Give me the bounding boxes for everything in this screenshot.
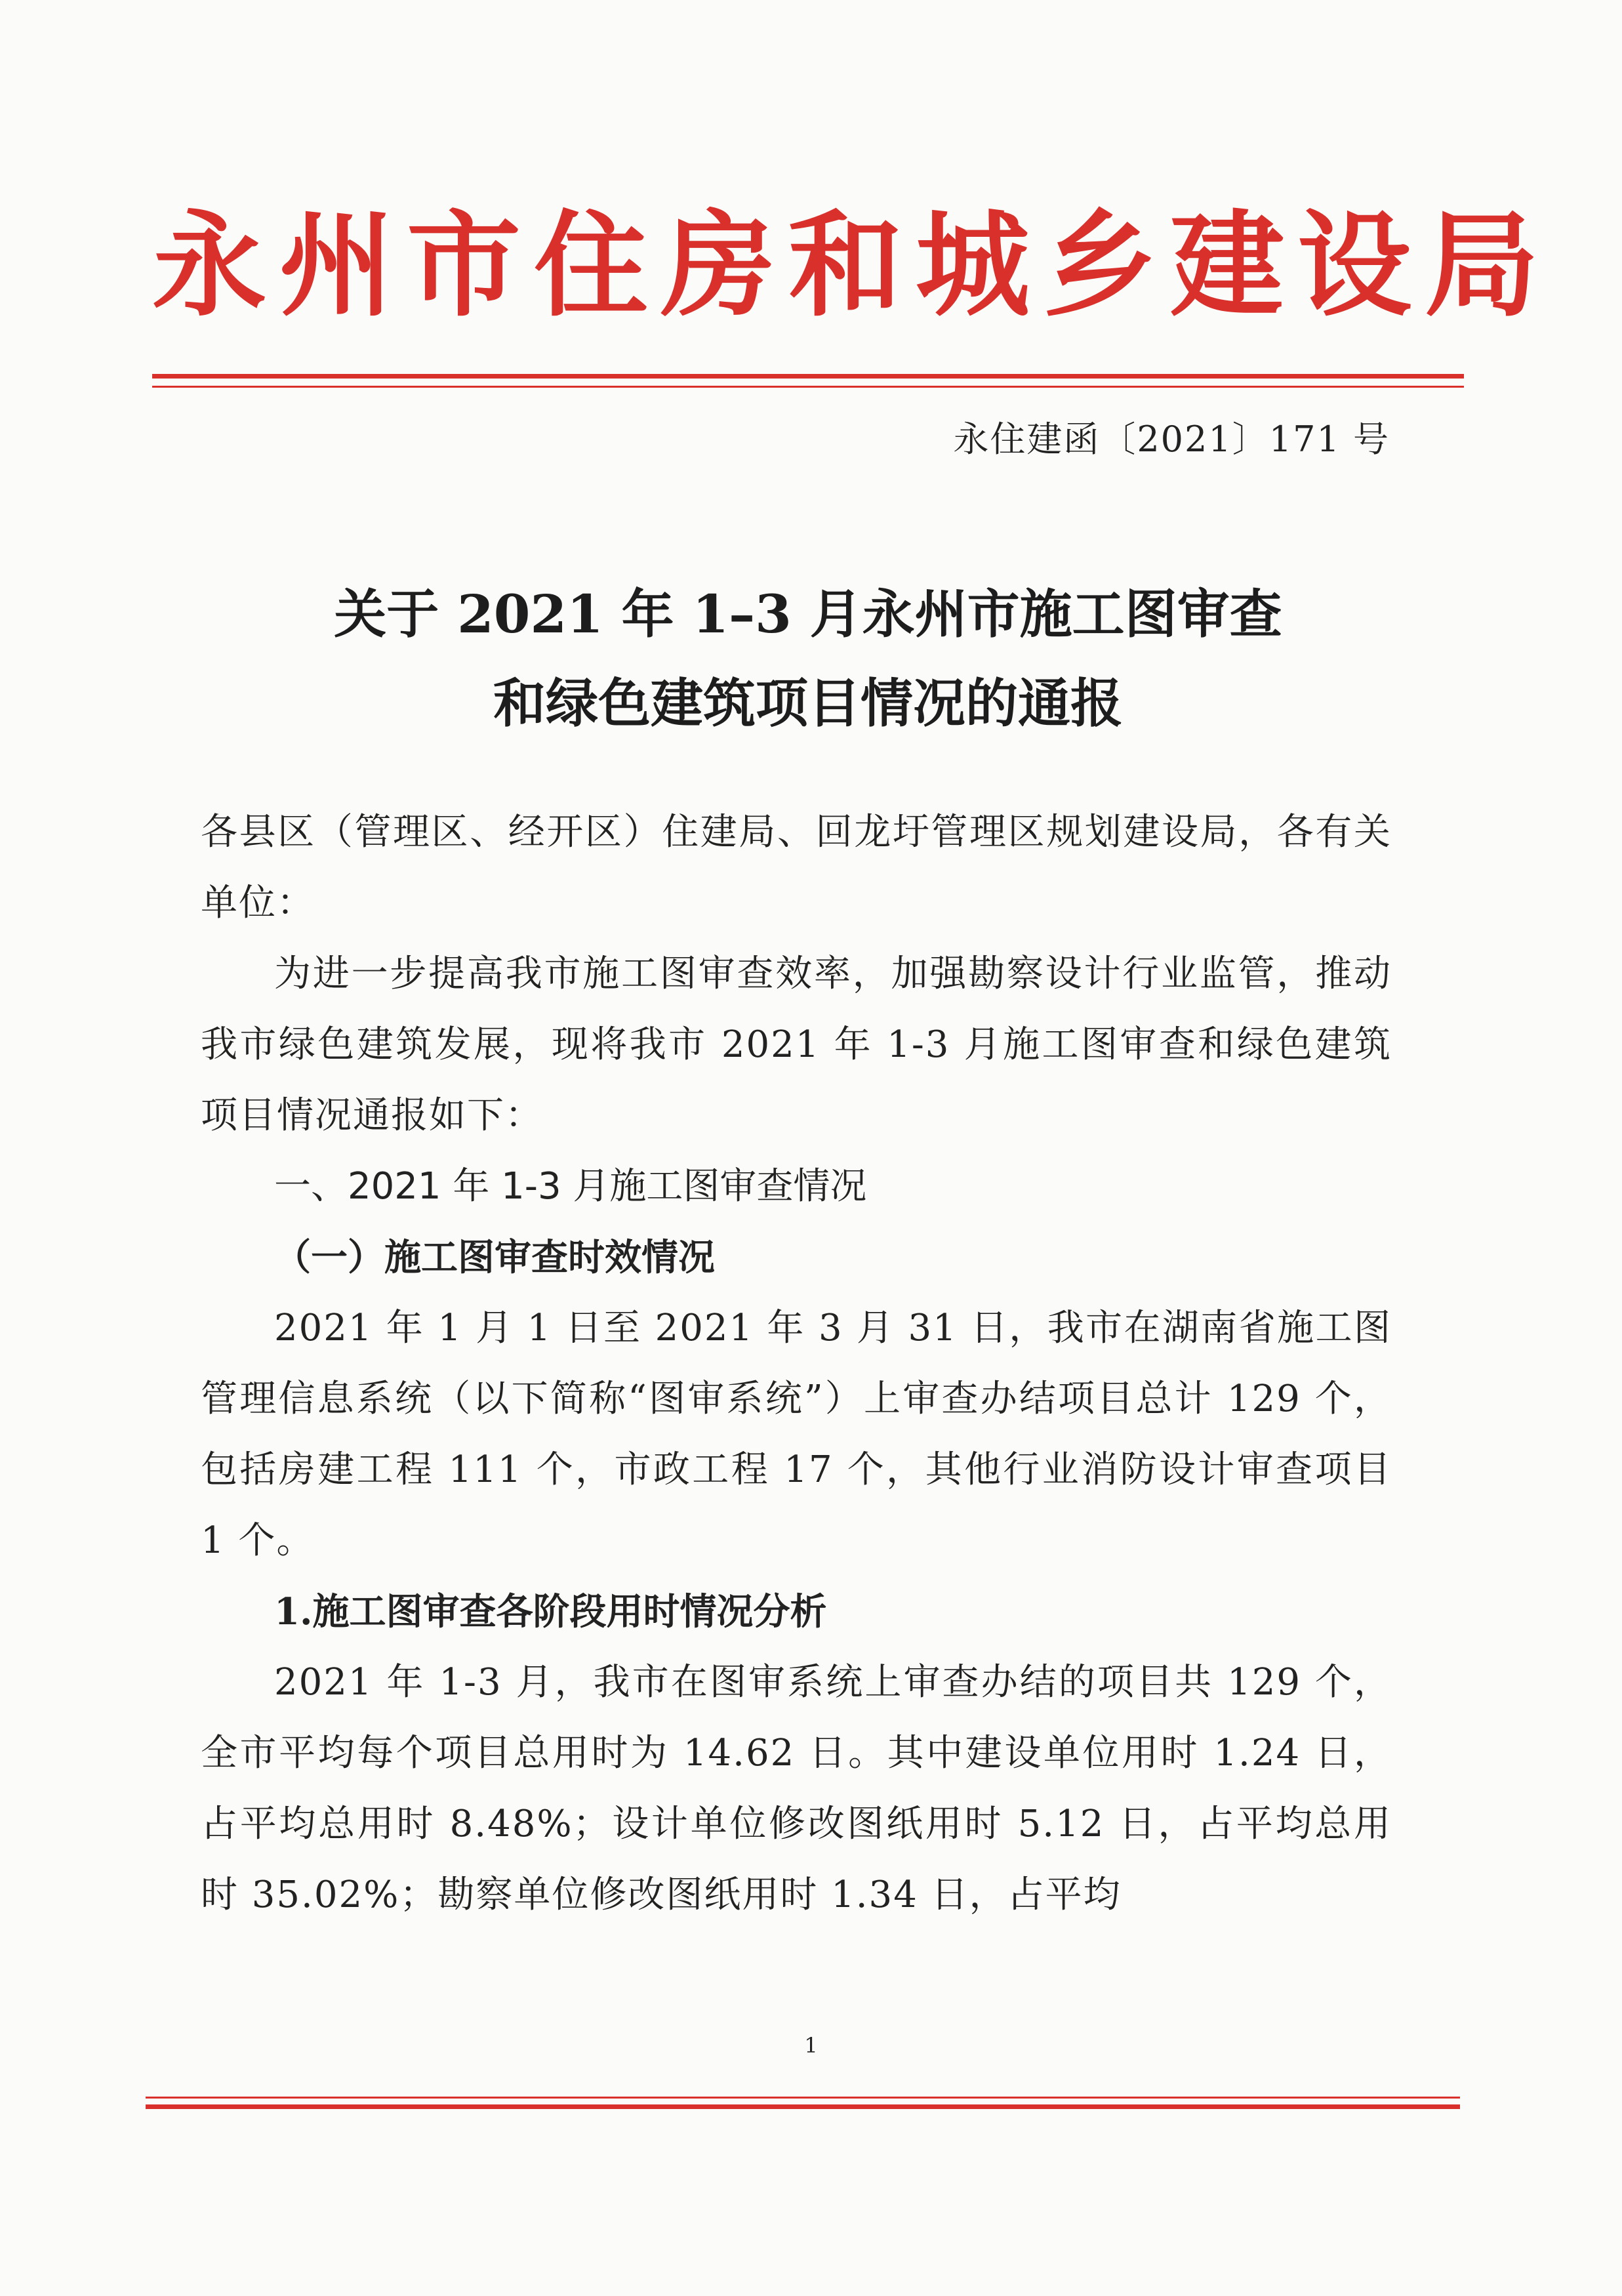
subsection-1-heading: （一）施工图审查时效情况 (274, 1236, 715, 1279)
document-title-line-2: 和绿色建筑项目情况的通报 (493, 672, 1123, 734)
summary-paragraph: 2021 年 1 月 1 日至 2021 年 3 月 31 日，我市在湖南省施工图管理信息系统（以下简称“图审系统”）上审查办结项目总计 129 个，包括房建工程 111 个，市政工程 17 个，其他行业消防设计审查项目 1 个。 (201, 1307, 1392, 1562)
letterhead-red-rule-thick (152, 374, 1464, 379)
intro-paragraph: 为进一步提高我市施工图审查效率，加强勘察设计行业监管，推动我市绿色建筑发展，现将我市 2021 年 1-3 月施工图审查和绿色建筑项目情况通报如下： (201, 953, 1392, 1137)
document-title (152, 569, 1464, 748)
page-number: 1 (804, 2033, 818, 2058)
document-title-line-1: 关于 2021 年 1–3 月永州市施工图审查 (334, 583, 1282, 645)
letterhead-org-name: 永州市住房和城乡建设局 (152, 199, 1552, 333)
letterhead-red-rule-thin (152, 386, 1464, 388)
section-1-heading: 一、2021 年 1-3 月施工图审查情况 (274, 1165, 867, 1208)
document-number: 永住建函〔2021〕171 号 (953, 419, 1390, 460)
item-1-heading: 1.施工图审查各阶段用时情况分析 (274, 1590, 827, 1633)
analysis-paragraph: 2021 年 1-3 月，我市在图审系统上审查办结的项目共 129 个，全市平均每个项目总用时为 14.62 日。其中建设单位用时 1.24 日，占平均总用时 8.48%；设计单位修改图纸用时 5.12 日，占平均总用时 35.02%；勘察单位修改图纸用时 1.34 日，占平均 (201, 1661, 1392, 1916)
footer-red-rule-thin (146, 2097, 1460, 2099)
footer-red-rule-thick (146, 2104, 1460, 2109)
addressee: 各县区（管理区、经开区）住建局、回龙圩管理区规划建设局，各有关单位： (201, 811, 1392, 924)
